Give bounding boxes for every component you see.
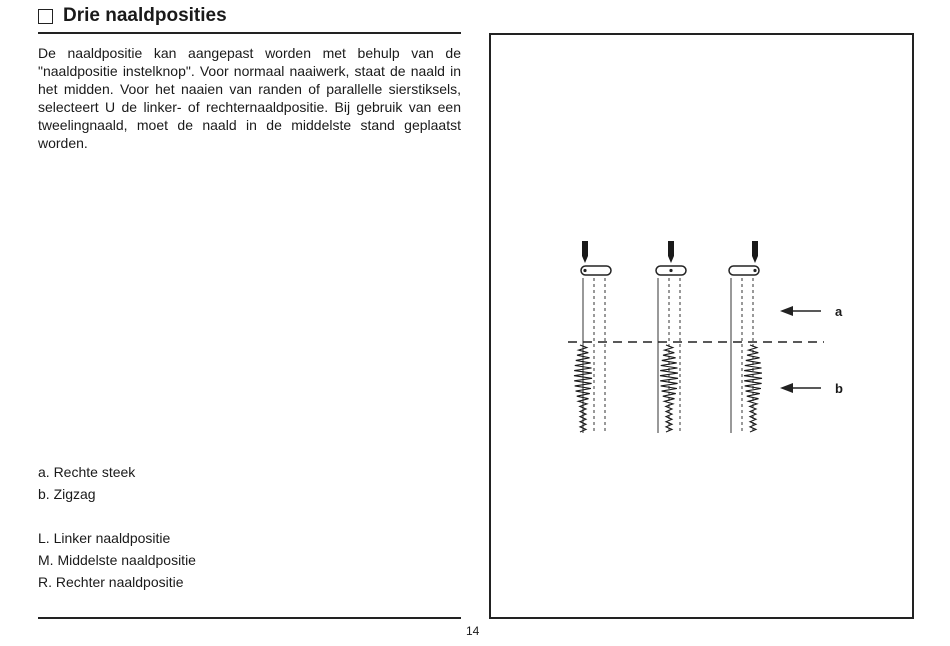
arrow-b-icon	[780, 383, 821, 393]
page-number: 14	[466, 624, 480, 638]
callout-b: b	[835, 381, 843, 396]
needle-group-right	[729, 241, 762, 433]
arrow-a-icon	[780, 306, 821, 316]
needle-icon	[668, 241, 674, 263]
needle-position-legend	[38, 527, 196, 593]
stitch-legend	[38, 461, 135, 505]
needle-group-middle	[656, 241, 686, 433]
page-title: Drie naaldposities	[63, 5, 227, 26]
needle-icon	[752, 241, 758, 263]
title-divider	[38, 32, 461, 34]
callout-a: a	[835, 304, 843, 319]
checkbox-icon	[38, 9, 53, 24]
section-heading	[38, 6, 461, 30]
needle-group-left	[574, 241, 611, 433]
legend-item-r: R. Rechter naaldpositie	[38, 574, 184, 590]
needle-position-figure	[489, 33, 914, 619]
legend-item-b: b. Zigzag	[38, 486, 96, 502]
legend-item-l: L. Linker naaldpositie	[38, 530, 171, 546]
intro-paragraph: De naaldpositie kan aangepast worden met behulp van de "naaldpositie instelknop". Voor normaal naaiwerk, staat de naald in het midden. Voor het naaien van randen of parallelle sierstiksels, selecteert U de linker- of rechternaaldpositie. Bij gebruik van een tweelingnaald, moet de naald in de middelste stand geplaatst worden.	[38, 45, 461, 151]
needle-position-diagram	[491, 35, 912, 617]
footer-divider	[38, 617, 461, 619]
needle-icon	[582, 241, 588, 263]
legend-item-a: a. Rechte steek	[38, 464, 136, 480]
legend-item-m: M. Middelste naaldpositie	[38, 552, 196, 568]
